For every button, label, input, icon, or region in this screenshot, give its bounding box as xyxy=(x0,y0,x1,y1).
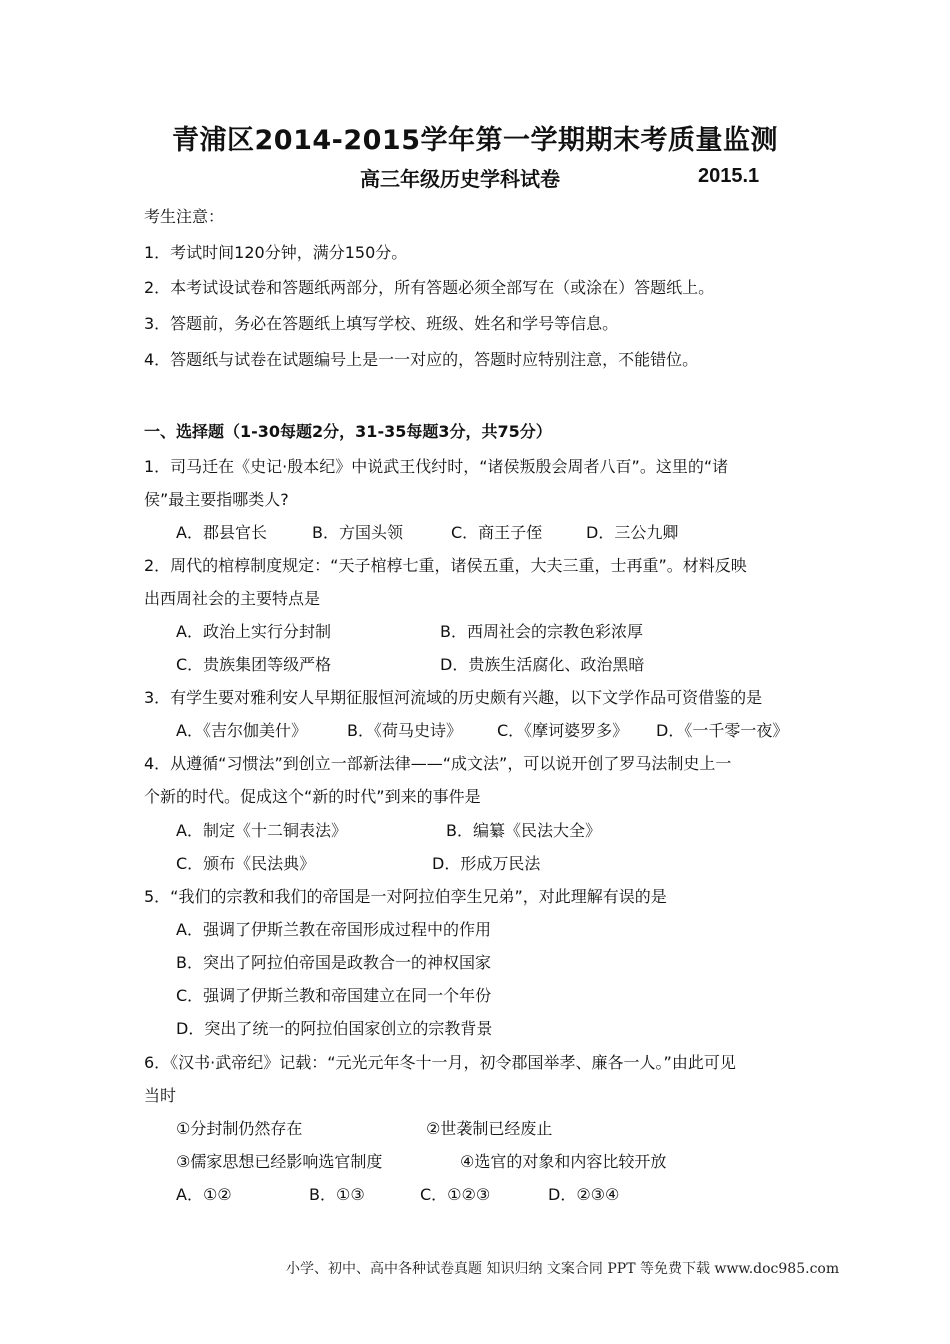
notice-item: 4．答题纸与试卷在试题编号上是一一对应的，答题时应特别注意，不能错位。 xyxy=(144,350,699,369)
question-4-text: 个新的时代。促成这个“新的时代”到来的事件是 xyxy=(144,787,481,806)
notice-item: 2．本考试设试卷和答题纸两部分，所有答题必须全部写在（或涂在）答题纸上。 xyxy=(144,278,715,297)
question-1-option-d: D．三公九卿 xyxy=(586,523,679,542)
question-5-option-a: A．强调了伊斯兰教在帝国形成过程中的作用 xyxy=(176,920,491,939)
exam-date: 2015.1 xyxy=(698,165,760,187)
exam-subtitle: 高三年级历史学科试卷 xyxy=(360,167,560,191)
question-6-text: 当时 xyxy=(144,1086,177,1105)
question-3-option-c: C．《摩诃婆罗多》 xyxy=(497,721,629,740)
question-2-option-d: D．贵族生活腐化、政治黑暗 xyxy=(440,655,645,674)
question-5-option-d: D．突出了统一的阿拉伯国家创立的宗教背景 xyxy=(176,1019,493,1038)
question-6-statement-1: ①分封制仍然存在 xyxy=(176,1119,303,1138)
question-5-option-b: B．突出了阿拉伯帝国是政教合一的神权国家 xyxy=(176,953,491,972)
question-5-option-c: C．强调了伊斯兰教和帝国建立在同一个年份 xyxy=(176,986,492,1005)
question-2-option-a: A．政治上实行分封制 xyxy=(176,622,331,641)
question-1-text: 侯”最主要指哪类人? xyxy=(144,490,289,509)
question-2-option-c: C．贵族集团等级严格 xyxy=(176,655,332,674)
exam-title: 青浦区2014-2015学年第一学期期末考质量监测 xyxy=(172,125,778,156)
question-6-statement-2: ②世袭制已经废止 xyxy=(426,1119,553,1138)
question-6-option-a: A．①② xyxy=(176,1185,232,1204)
question-5-text: 5．“我们的宗教和我们的帝国是一对阿拉伯孪生兄弟”，对此理解有误的是 xyxy=(144,887,667,906)
question-3-text: 3．有学生要对雅利安人早期征服恒河流域的历史颇有兴趣，以下文学作品可资借鉴的是 xyxy=(144,688,763,707)
question-1-option-c: C．商王子侄 xyxy=(451,523,543,542)
question-6-statement-3: ③儒家思想已经影响选官制度 xyxy=(176,1152,383,1171)
question-6-option-c: C．①②③ xyxy=(420,1185,491,1204)
question-6-option-d: D．②③④ xyxy=(548,1185,620,1204)
question-3-option-d: D．《一千零一夜》 xyxy=(656,721,789,740)
question-1-text: 1．司马迁在《史记·殷本纪》中说武王伐纣时，“诸侯叛殷会周者八百”。这里的“诸 xyxy=(144,457,729,476)
question-4-option-d: D．形成万民法 xyxy=(432,854,541,873)
footer-text: 小学、初中、高中各种试卷真题 知识归纳 文案合同 PPT 等免费下载 www.doc985.com xyxy=(286,1261,840,1277)
question-6-option-b: B．①③ xyxy=(309,1185,365,1204)
question-4-option-a: A．制定《十二铜表法》 xyxy=(176,821,347,840)
question-3-option-b: B．《荷马史诗》 xyxy=(347,721,462,740)
question-2-text: 2．周代的棺椁制度规定：“天子棺椁七重，诸侯五重，大夫三重，士再重”。材料反映 xyxy=(144,556,747,575)
question-2-text: 出西周社会的主要特点是 xyxy=(144,589,321,608)
question-4-option-b: B．编纂《民法大全》 xyxy=(446,821,601,840)
question-1-option-b: B．方国头领 xyxy=(312,523,403,542)
section-heading: 一、选择题（1-30每题2分，31-35每题3分，共75分） xyxy=(144,422,552,441)
notice-heading: 考生注意： xyxy=(144,207,225,226)
notice-item: 1．考试时间120分钟，满分150分。 xyxy=(144,243,408,262)
question-4-option-c: C．颁布《民法典》 xyxy=(176,854,316,873)
notice-item: 3．答题前，务必在答题纸上填写学校、班级、姓名和学号等信息。 xyxy=(144,314,619,333)
question-1-option-a: A．郡县官长 xyxy=(176,523,267,542)
question-2-option-b: B．西周社会的宗教色彩浓厚 xyxy=(440,622,643,641)
question-3-option-a: A．《吉尔伽美什》 xyxy=(176,721,307,740)
question-6-text: 6．《汉书·武帝纪》记载：“元光元年冬十一月，初令郡国举孝、廉各一人。”由此可见 xyxy=(144,1053,736,1072)
question-4-text: 4．从遵循“习惯法”到创立一部新法律——“成文法”，可以说开创了罗马法制史上一 xyxy=(144,754,732,773)
question-6-statement-4: ④选官的对象和内容比较开放 xyxy=(460,1152,667,1171)
